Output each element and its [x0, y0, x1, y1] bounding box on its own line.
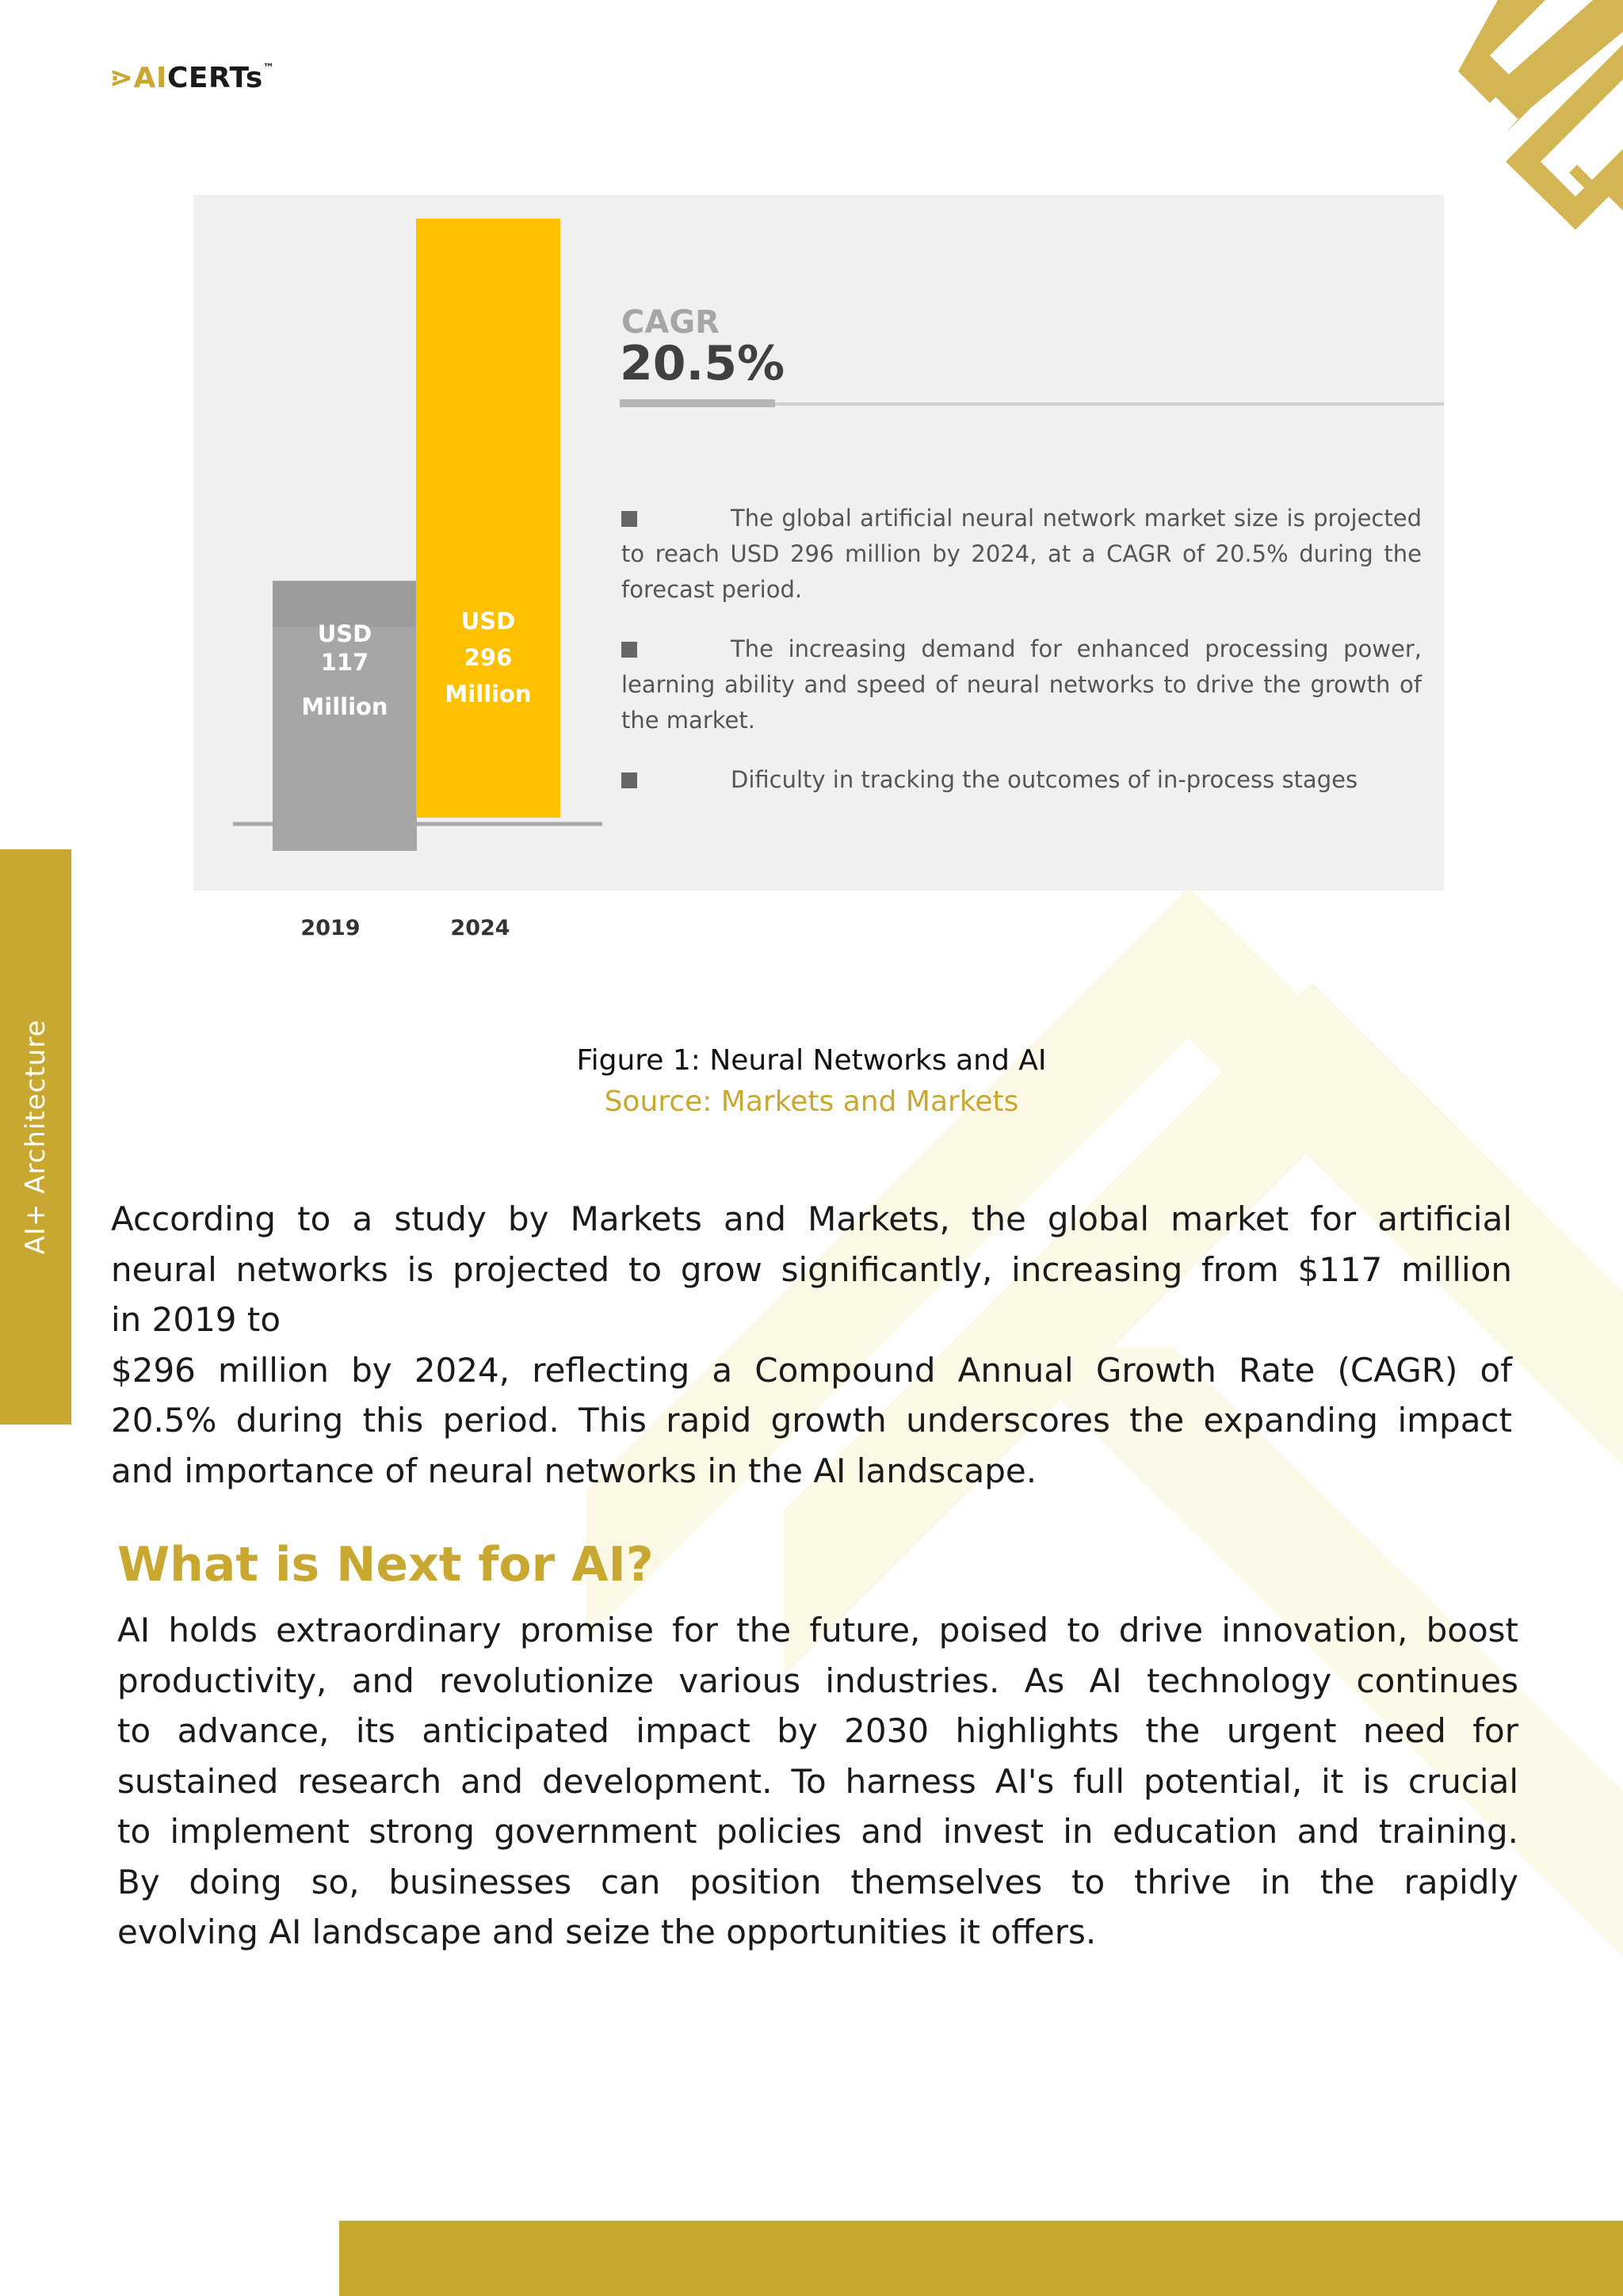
bullet-item	[621, 501, 1422, 608]
logo-certs-text: CERTs	[166, 62, 263, 94]
paragraph-line: to advance, its anticipated impact by 2030 highlights the urgent need for	[117, 1711, 1518, 1750]
bullet-square-icon	[621, 511, 637, 527]
bullet-text: The global artificial neural network market size is projected to reach USD 296 million by 2024, at a CAGR of 20.5% during the forecast period.	[621, 505, 1422, 603]
bullet-text: The increasing demand for enhanced processing power, learning ability and speed of neural networks to drive the growth of the market.	[621, 635, 1422, 734]
paragraph-line: and importance of neural networks in the AI landscape.	[111, 1451, 1037, 1490]
bullet-square-icon	[621, 642, 637, 658]
bar-data-label: 117	[320, 649, 369, 676]
cagr-divider-accent	[620, 399, 775, 407]
bar-data-label: USD	[460, 608, 516, 635]
bullet-square-icon	[621, 772, 637, 788]
figure-caption-source: Source: Markets and Markets	[604, 1085, 1019, 1118]
bullet-item	[621, 631, 1422, 738]
section-heading: What is Next for AI?	[117, 1537, 654, 1592]
footer-bar	[339, 2221, 1623, 2296]
paragraph-line: sustained research and development. To harness AI's full potential, it is crucial	[117, 1761, 1518, 1801]
bar-data-label: 296	[464, 644, 513, 671]
corner-chevron-decoration	[1458, 0, 1623, 230]
figure-bullet-list	[621, 501, 1422, 822]
x-tick-label: 2019	[300, 916, 361, 940]
side-tab-label: AI+ Architecture	[20, 1019, 52, 1255]
paragraph-line: productivity, and revolutionize various industries. As AI technology continues	[117, 1661, 1518, 1700]
cagr-value: 20.5%	[620, 336, 785, 391]
paragraph-line: By doing so, businesses can position themselves to thrive in the rapidly	[117, 1862, 1518, 1901]
paragraph-line: to implement strong government policies and invest in education and training.	[117, 1812, 1518, 1851]
bar-data-label: Million	[301, 693, 388, 720]
paragraph-line: evolving AI landscape and seize the opportunities it offers.	[117, 1913, 1097, 1951]
paragraph-line: neural networks is projected to grow significantly, increasing from $117 million	[111, 1249, 1512, 1289]
figure-caption-title: Figure 1: Neural Networks and AI	[576, 1044, 1047, 1077]
x-tick-label: 2024	[450, 916, 510, 940]
cagr-label: CAGR	[621, 304, 720, 341]
paragraph-line: AI holds extraordinary promise for the future, poised to drive innovation, boost	[117, 1611, 1518, 1650]
market-growth-paragraph	[111, 1194, 1512, 1496]
paragraph-line: According to a study by Markets and Markets, the global market for artificial	[111, 1199, 1512, 1238]
bar-data-label: Million	[445, 681, 532, 707]
bar-2024	[416, 219, 560, 818]
bar-data-label: USD	[317, 620, 372, 647]
logo-ai-text: AI	[133, 62, 167, 94]
future-of-ai-paragraph	[117, 1605, 1518, 1958]
aicerts-logo	[109, 62, 274, 94]
paragraph-line: in 2019 to	[111, 1300, 281, 1339]
bullet-item	[621, 762, 1422, 798]
faint-diamond-decoration	[586, 887, 1623, 2203]
logo-mark-icon: ⋗	[109, 62, 134, 94]
bullet-text: Dificulty in tracking the outcomes of in-process stages	[731, 766, 1358, 793]
side-tab	[0, 849, 71, 1425]
paragraph-line: $296 million by 2024, reflecting a Compound Annual Growth Rate (CAGR) of	[111, 1350, 1512, 1390]
logo-trademark: ™	[262, 62, 275, 74]
paragraph-line: 20.5% during this period. This rapid growth underscores the expanding impact	[111, 1401, 1512, 1440]
